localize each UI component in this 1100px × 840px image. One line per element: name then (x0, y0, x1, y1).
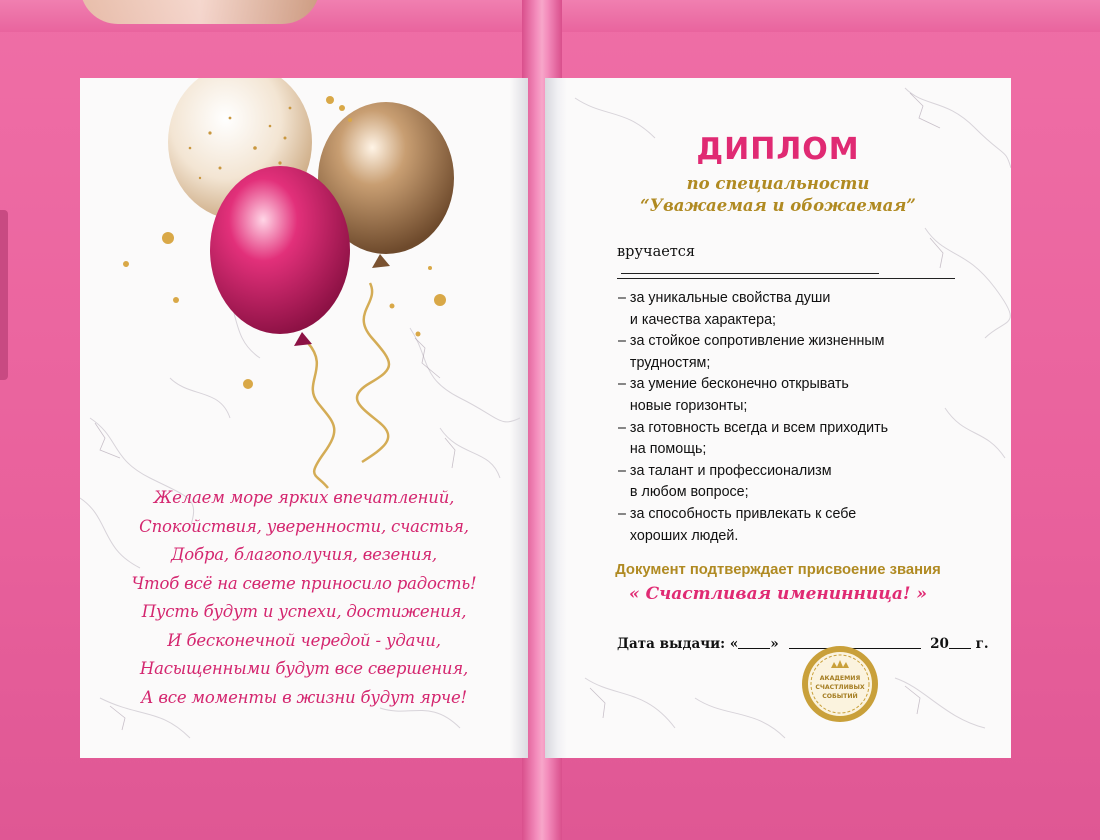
seal-text-line: СОБЫТИЙ (822, 693, 858, 700)
poem-line: Добра, благополучия, везения, (171, 545, 437, 564)
rank-title: « Счастливая именинница! » (629, 584, 927, 604)
balloon-pink (210, 166, 350, 334)
poem-line: А все моменты в жизни будут ярче! (141, 687, 467, 707)
gold-seal-stamp (800, 644, 880, 724)
year-prefix: 20 (930, 636, 949, 652)
date-quote-close: » (770, 636, 779, 652)
issued-to-label: вручается (617, 244, 696, 260)
seal-text-line: СЧАСТЛИВЫХ (815, 684, 865, 691)
issued-to-blank-line (621, 273, 879, 274)
poem-line: И бесконечной чередой - удачи, (167, 630, 441, 650)
merit-line: – за стойкое сопротивление жизненным (618, 333, 885, 350)
left-page (80, 78, 528, 758)
merit-line: в любом вопросе; (618, 484, 749, 501)
balloon-peek-decoration (80, 0, 320, 24)
poem-line: Чтоб всё на свете приносило радость! (131, 573, 477, 593)
date-quote-open: « (729, 636, 739, 652)
merits-list (618, 288, 998, 547)
day-blank (738, 648, 770, 649)
merit-line: на помощь; (618, 441, 707, 458)
merit-line: – за способность привлекать к себе (618, 505, 857, 522)
poem (80, 484, 528, 712)
poem-line: Насыщенными будут все свершения, (139, 659, 469, 678)
date-label: Дата выдачи: (617, 636, 726, 652)
issue-date-row (617, 636, 989, 652)
seal-text-line: АКАДЕМИЯ (819, 675, 861, 682)
poem-line: Пусть будут и успехи, достижения, (141, 602, 467, 621)
merit-line: – за готовность всегда и всем приходить (618, 419, 889, 436)
right-page (545, 78, 1011, 758)
merit-line: – за уникальные свойства души (618, 290, 831, 306)
issued-to-row (617, 244, 957, 276)
merit-line: трудностям; (618, 354, 711, 371)
merit-line: новые горизонты; (618, 397, 748, 414)
confirmation-text: Документ подтверждает присвоение звания (615, 562, 941, 578)
merit-line: и качества характера; (618, 311, 777, 328)
poem-line: Желаем море ярких впечатлений, (153, 488, 455, 507)
diploma-subtitle-line2: “Уважаемая и обожаемая” (640, 196, 916, 215)
poem-line: Спокойствия, уверенности, счастья, (139, 516, 469, 536)
cover-ribbon (0, 210, 8, 380)
diploma-subtitle-line1: по специальности (686, 174, 870, 193)
merit-line: хороших людей. (618, 527, 739, 544)
year-blank (949, 648, 971, 649)
year-suffix: г. (975, 636, 989, 652)
balloons-illustration (80, 78, 528, 498)
merit-line: – за талант и профессионализм (618, 462, 832, 479)
diploma-title: ДИПЛОМ (696, 132, 860, 167)
recipient-blank-line (617, 278, 955, 279)
merit-line: – за умение бесконечно открывать (618, 376, 849, 393)
